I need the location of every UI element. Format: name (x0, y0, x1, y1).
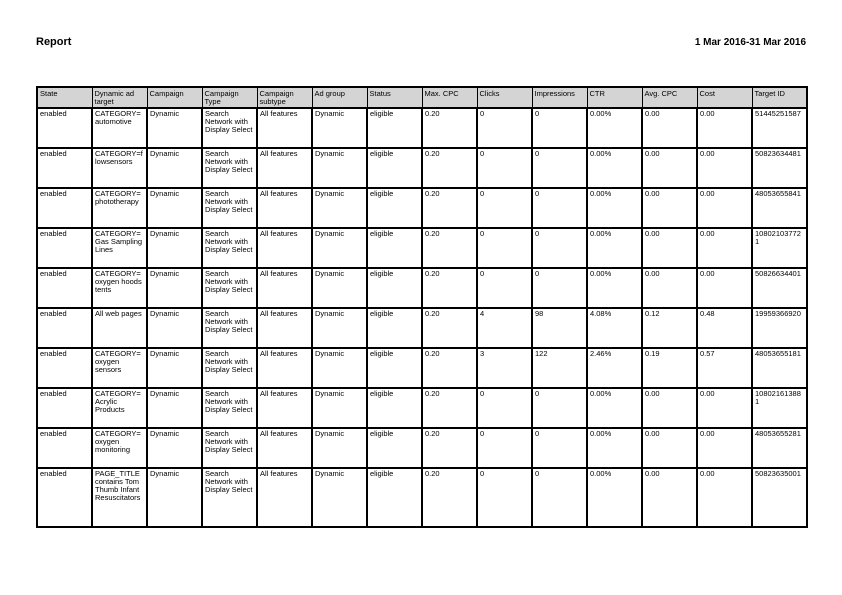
table-row (37, 268, 807, 308)
table-cell: Dynamic (147, 268, 202, 308)
table-cell: 0.12 (642, 308, 697, 348)
column-header: Cost (697, 87, 752, 108)
table-cell: enabled (37, 308, 92, 348)
table-cell: enabled (37, 108, 92, 148)
table-cell: 3 (477, 348, 532, 388)
table-row (37, 308, 807, 348)
table-cell: 0.00% (587, 268, 642, 308)
table-cell: All features (257, 308, 312, 348)
table-row (37, 188, 807, 228)
table-cell: Dynamic (147, 308, 202, 348)
column-header: Ad group (312, 87, 367, 108)
table-row (37, 348, 807, 388)
table-row (37, 148, 807, 188)
table-cell: eligible (367, 228, 422, 268)
column-header: Campaign (147, 87, 202, 108)
table-cell: 122 (532, 348, 587, 388)
table-cell: eligible (367, 388, 422, 428)
table-cell: All features (257, 148, 312, 188)
table-cell: enabled (37, 228, 92, 268)
table-cell: 0 (477, 268, 532, 308)
table-cell: enabled (37, 388, 92, 428)
table-cell: 0.20 (422, 228, 477, 268)
table-cell: CATEGORY=oxygen hoods tents (92, 268, 147, 308)
table-cell: 0.00% (587, 108, 642, 148)
table-cell: 0 (477, 428, 532, 468)
table-cell: 50823635001 (752, 468, 807, 527)
table-cell: Dynamic (147, 468, 202, 527)
table-cell: Dynamic (312, 428, 367, 468)
table-cell: 0.20 (422, 308, 477, 348)
table-cell: enabled (37, 148, 92, 188)
column-header: Impressions (532, 87, 587, 108)
table-cell: 2.46% (587, 348, 642, 388)
table-row (37, 108, 807, 148)
table-cell: eligible (367, 188, 422, 228)
table-cell: 0.00% (587, 188, 642, 228)
table-cell: 0.20 (422, 268, 477, 308)
table-cell: 0 (477, 468, 532, 527)
column-header: Clicks (477, 87, 532, 108)
table-cell: All features (257, 348, 312, 388)
table-cell: 0.00 (697, 388, 752, 428)
table-cell: enabled (37, 188, 92, 228)
table-cell: All features (257, 188, 312, 228)
table-cell: Search Network with Display Select (202, 388, 257, 428)
table-cell: eligible (367, 108, 422, 148)
table-cell: 0.00 (697, 148, 752, 188)
table-row (37, 388, 807, 428)
table-cell: 51445251587 (752, 108, 807, 148)
table-cell: Dynamic (312, 468, 367, 527)
table-cell: 0 (532, 108, 587, 148)
table-cell: Search Network with Display Select (202, 468, 257, 527)
table-cell: 50826634401 (752, 268, 807, 308)
table-cell: Dynamic (312, 108, 367, 148)
table-cell: 4 (477, 308, 532, 348)
table-cell: 0.48 (697, 308, 752, 348)
table-cell: eligible (367, 268, 422, 308)
table-cell: CATEGORY=Gas Sampling Lines (92, 228, 147, 268)
table-cell: Dynamic (147, 428, 202, 468)
table-cell: 0.00% (587, 228, 642, 268)
table-cell: CATEGORY=phototherapy (92, 188, 147, 228)
table-cell: Dynamic (147, 228, 202, 268)
table-cell: All features (257, 428, 312, 468)
date-range: 1 Mar 2016-31 Mar 2016 (694, 37, 806, 48)
table-cell: 0 (477, 148, 532, 188)
table-cell: 50823634481 (752, 148, 807, 188)
table-cell: 0.20 (422, 108, 477, 148)
table-cell: 0.19 (642, 348, 697, 388)
table-cell: 0.00 (697, 468, 752, 527)
table-cell: 0.57 (697, 348, 752, 388)
table-cell: Dynamic (312, 348, 367, 388)
table-cell: CATEGORY=oxygen monitoring (92, 428, 147, 468)
table-header-row (37, 87, 807, 108)
table-cell: eligible (367, 468, 422, 527)
column-header: Target ID (752, 87, 807, 108)
table-cell: CATEGORY=flowsensors (92, 148, 147, 188)
table-cell: 0.20 (422, 348, 477, 388)
page-title: Report (36, 36, 72, 48)
table-cell: eligible (367, 428, 422, 468)
table-cell: eligible (367, 348, 422, 388)
table-cell: 0 (477, 108, 532, 148)
table-cell: 48053655841 (752, 188, 807, 228)
table-cell: Dynamic (147, 188, 202, 228)
report-table (36, 86, 808, 528)
table-cell: Search Network with Display Select (202, 108, 257, 148)
table-cell: eligible (367, 308, 422, 348)
table-cell: 0 (532, 268, 587, 308)
table-cell: Dynamic (312, 308, 367, 348)
table-cell: Dynamic (147, 108, 202, 148)
table-cell: All features (257, 468, 312, 527)
column-header: Campaign Type (202, 87, 257, 108)
table-cell: 0.00 (642, 108, 697, 148)
table-cell: 0.00 (642, 268, 697, 308)
table-cell: 0 (532, 228, 587, 268)
column-header: CTR (587, 87, 642, 108)
table-cell: enabled (37, 268, 92, 308)
table-cell: Dynamic (312, 388, 367, 428)
table-cell: All features (257, 108, 312, 148)
table-cell: 108021613881 (752, 388, 807, 428)
table-cell: 0.20 (422, 388, 477, 428)
column-header: Avg. CPC (642, 87, 697, 108)
table-cell: 0.00 (642, 188, 697, 228)
table-cell: 108021037721 (752, 228, 807, 268)
table-cell: Dynamic (147, 148, 202, 188)
table-cell: 0 (532, 428, 587, 468)
table-cell: 0 (532, 388, 587, 428)
table-cell: 0 (532, 188, 587, 228)
table-row (37, 228, 807, 268)
table-cell: 0 (477, 188, 532, 228)
table-cell: 0.00 (642, 428, 697, 468)
table-cell: 0.20 (422, 468, 477, 527)
table-cell: 4.08% (587, 308, 642, 348)
table-cell: All features (257, 388, 312, 428)
table-cell: 48053655281 (752, 428, 807, 468)
table-cell: Search Network with Display Select (202, 348, 257, 388)
table-cell: 98 (532, 308, 587, 348)
table-cell: 0.00 (642, 148, 697, 188)
table-cell: 0 (532, 468, 587, 527)
table-cell: 0 (477, 228, 532, 268)
table-cell: 0.20 (422, 188, 477, 228)
table-cell: 48053655181 (752, 348, 807, 388)
table-cell: enabled (37, 428, 92, 468)
table-cell: enabled (37, 468, 92, 527)
table-cell: Search Network with Display Select (202, 308, 257, 348)
table-cell: eligible (367, 148, 422, 188)
table-cell: 0.00% (587, 468, 642, 527)
table-cell: 0.00 (642, 468, 697, 527)
table-cell: Search Network with Display Select (202, 148, 257, 188)
table-cell: enabled (37, 348, 92, 388)
column-header: Status (367, 87, 422, 108)
table-cell: All web pages (92, 308, 147, 348)
table-cell: Dynamic (312, 228, 367, 268)
column-header: State (37, 87, 92, 108)
table-cell: 0.00 (697, 108, 752, 148)
table-cell: Dynamic (312, 148, 367, 188)
table-cell: 0.20 (422, 148, 477, 188)
table-cell: 0 (477, 388, 532, 428)
table-cell: 0.00 (697, 268, 752, 308)
table-cell: CATEGORY=automotive (92, 108, 147, 148)
table-cell: Search Network with Display Select (202, 268, 257, 308)
table-cell: All features (257, 268, 312, 308)
table-row (37, 468, 807, 527)
table-cell: 0.00 (642, 228, 697, 268)
table-cell: Dynamic (312, 188, 367, 228)
table-cell: Dynamic (147, 388, 202, 428)
table-cell: 0 (532, 148, 587, 188)
table-cell: 0.00 (642, 388, 697, 428)
table-cell: Search Network with Display Select (202, 428, 257, 468)
column-header: Dynamic ad target (92, 87, 147, 108)
table-row (37, 428, 807, 468)
table-cell: Dynamic (312, 268, 367, 308)
column-header: Max. CPC (422, 87, 477, 108)
table-cell: Dynamic (147, 348, 202, 388)
table-cell: CATEGORY=oxygen sensors (92, 348, 147, 388)
table-cell: 0.00% (587, 148, 642, 188)
table-cell: All features (257, 228, 312, 268)
table-cell: 0.00 (697, 428, 752, 468)
table-cell: Search Network with Display Select (202, 188, 257, 228)
table-cell: 19959366920 (752, 308, 807, 348)
table-cell: 0.00% (587, 388, 642, 428)
table-cell: 0.00 (697, 188, 752, 228)
table-cell: Search Network with Display Select (202, 228, 257, 268)
table-cell: PAGE_TITLE contains Tom Thumb Infant Resuscitators (92, 468, 147, 527)
table-cell: 0.00 (697, 228, 752, 268)
table-cell: 0.00% (587, 428, 642, 468)
table-cell: 0.20 (422, 428, 477, 468)
report-header (36, 36, 806, 48)
table-cell: CATEGORY=Acrylic Products (92, 388, 147, 428)
column-header: Campaign subtype (257, 87, 312, 108)
